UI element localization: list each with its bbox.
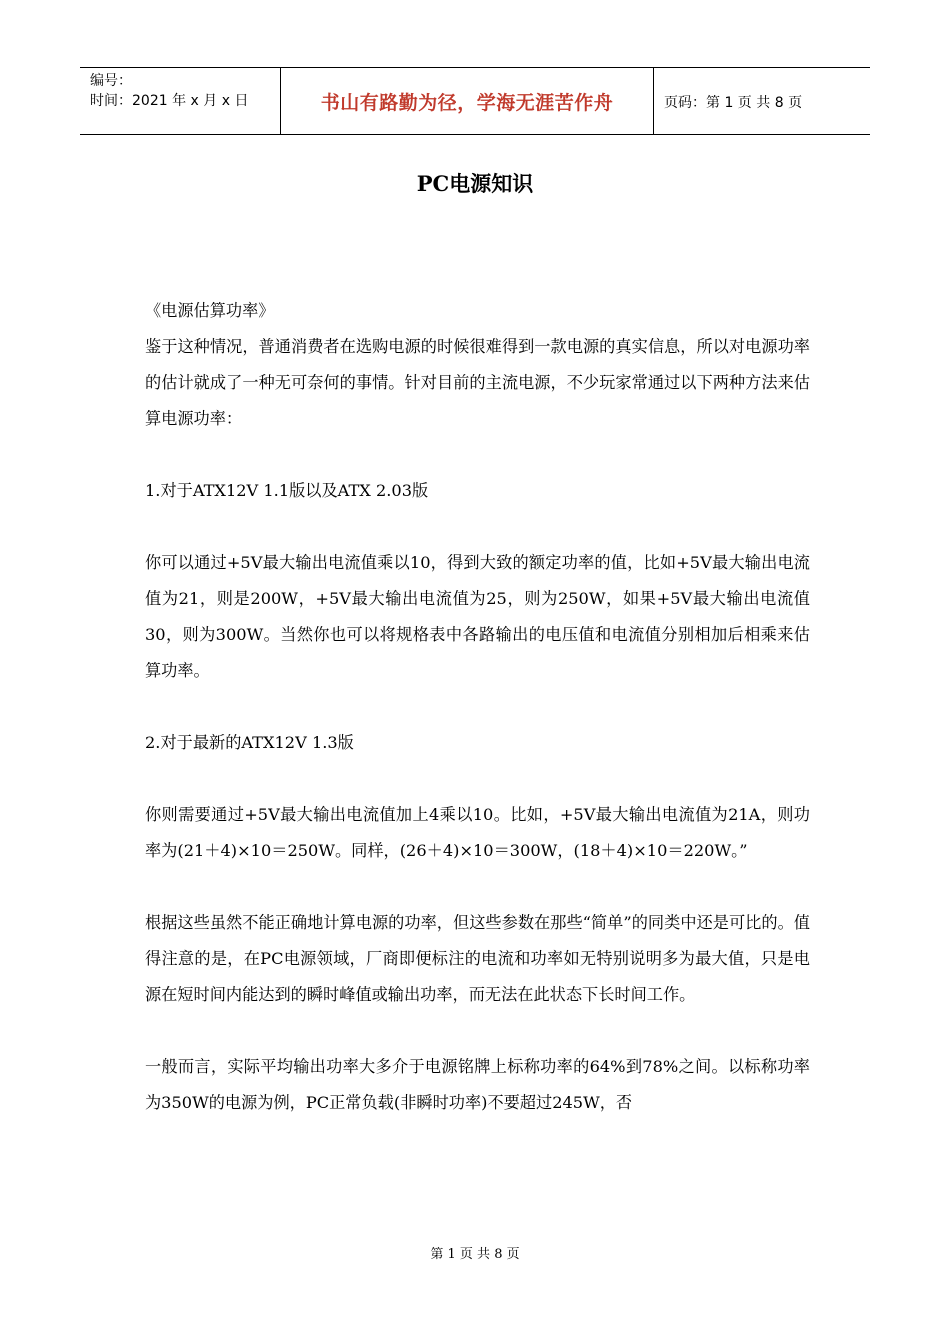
paragraph-method-1: 你可以通过+5V最大输出电流值乘以10，得到大致的额定功率的值，比如+5V最大输出电流值为21，则是200W，+5V最大输出电流值为25，则为250W，如果+5V最大输出电流值30，则为300W。当然你也可以将规格表中各路输出的电压值和电流值分别相加后相乘来估算功率。 <box>145 553 810 680</box>
method-2-heading: 2.对于最新的ATX12V 1.3版 <box>145 733 354 752</box>
section-heading: 《电源估算功率》 <box>145 301 275 320</box>
date-label: 时间：2021 年 x 月 x 日 <box>90 93 249 109</box>
header-motto: 书山有路勤为径，学海无涯苦作舟 <box>320 92 614 114</box>
header-meta <box>90 71 248 111</box>
document-title: PC电源知识 <box>416 171 534 196</box>
page-footer: 第 1 页 共 8 页 <box>430 1247 520 1262</box>
page-header <box>80 67 870 135</box>
paragraph-note: 根据这些虽然不能正确地计算电源的功率，但这些参数在那些“简单”的同类中还是可比的。值得注意的是，在PC电源领域，厂商即便标注的电流和功率如无特别说明多为最大值，只是电源在短时间内能达到的瞬时峰值或输出功率，而无法在此状态下长时间工作。 <box>145 913 810 1004</box>
header-divider <box>653 68 654 135</box>
document-body <box>145 293 810 1121</box>
serial-label: 编号： <box>90 73 132 89</box>
paragraph-intro: 鉴于这种情况，普通消费者在选购电源的时候很难得到一款电源的真实信息，所以对电源功率的估计就成了一种无可奈何的事情。针对目前的主流电源，不少玩家常通过以下两种方法来估算电源功率： <box>145 337 810 428</box>
method-1-heading: 1.对于ATX12V 1.1版以及ATX 2.03版 <box>145 481 429 500</box>
paragraph-average-power: 一般而言，实际平均输出功率大多介于电源铭牌上标称功率的64%到78%之间。以标称功率为350W的电源为例，PC正常负载(非瞬时功率)不要超过245W，否 <box>145 1057 810 1112</box>
paragraph-method-2: 你则需要通过+5V最大输出电流值加上4乘以10。比如，+5V最大输出电流值为21A，则功率为(21＋4)×10＝250W。同样，(26＋4)×10＝300W，(18＋4)×10＝220W。” <box>145 805 810 860</box>
header-page-info: 页码：第 1 页 共 8 页 <box>664 95 803 111</box>
